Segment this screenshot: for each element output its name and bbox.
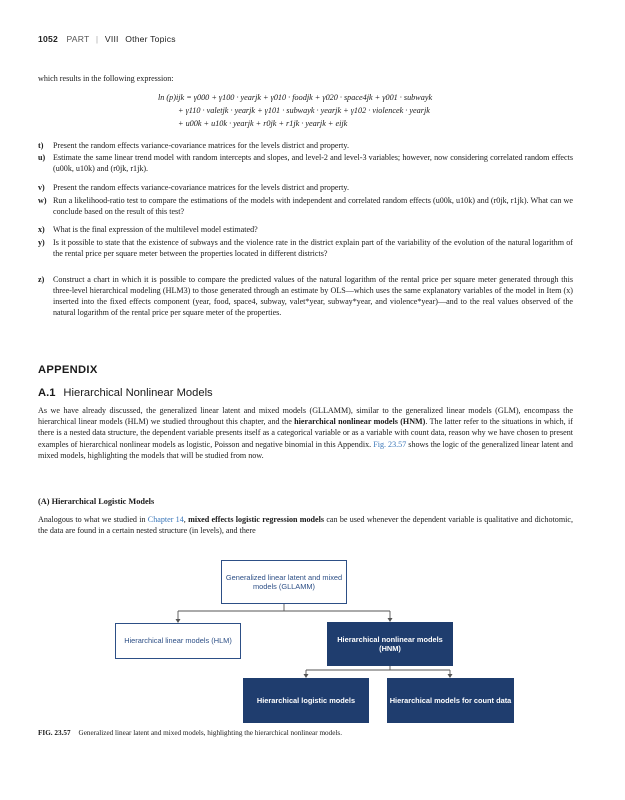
figure-caption (38, 729, 342, 737)
item-text: Run a likelihood-ratio test to compare the estimations of the models with independent and correlated random effects (u00k, u10k) and (r0jk, r1jk). What can we conclude based on the result of this test? (53, 196, 573, 216)
page-number: 1052 (38, 34, 58, 44)
para2-text-a: Analogous to what we studied in (38, 515, 148, 524)
caption-label: FIG. 23.57 (38, 729, 71, 737)
para2-text-b: , (183, 515, 189, 524)
item-text: What is the final expression of the multilevel model estimated? (53, 225, 258, 234)
header-separator: | (95, 34, 99, 44)
equation-line-1: ln (p)ijk = γ000 + γ100 · yearjk + γ010 · foodjk + γ020 · space4jk + γ001 · subwayk (158, 93, 433, 102)
item-label: y) (38, 238, 45, 247)
gllamm-box: Generalized linear latent and mixed models (GLLAMM) (221, 560, 347, 604)
part-title: Other Topics (125, 34, 176, 44)
para1-bold: hierarchical nonlinear models (HNM) (294, 417, 426, 427)
count-models-box: Hierarchical models for count data (387, 678, 514, 723)
caption-text: Generalized linear latent and mixed models, highlighting the hierarchical nonlinear models. (78, 729, 342, 737)
item-label: z) (38, 275, 45, 284)
logistic-models-box: Hierarchical logistic models (243, 678, 369, 723)
item-text: Estimate the same linear trend model with random intercepts and slopes, and level-2 and level-3 variables; however, now considering correlated random effects (u00k, u10k) and (r0jk, r1jk). (53, 153, 573, 173)
para2-bold: mixed effects logistic regression models (188, 515, 325, 524)
item-label: w) (38, 196, 47, 205)
figure-link[interactable]: Fig. 23.57 (373, 439, 407, 449)
appendix-heading: APPENDIX (38, 364, 98, 376)
para1-text-a: As we have already discussed, the generalized linear latent and mixed models (GLLAMM), similar to the generalized linear models (GLM), encompass the hierarchical linear models (HLM) we studied throughout this chapter, and the (38, 406, 573, 427)
equation-line-3: + u00k + u10k · yearjk + r0jk + r1jk · yearjk + eijk (178, 119, 348, 128)
section-number: A.1 (38, 387, 56, 399)
item-label: x) (38, 225, 45, 234)
part-roman: VIII (104, 34, 119, 44)
equation-line-2: + γ110 · valetjk · yearjk + γ101 · subwayk · yearjk + γ102 · violencek · yearjk (178, 106, 430, 115)
item-label: t) (38, 141, 44, 150)
intro-text: which results in the following expression: (38, 74, 174, 83)
item-text: Present the random effects variance-covariance matrices for the levels district and property. (53, 141, 349, 150)
hnm-box: Hierarchical nonlinear models (HNM) (327, 622, 453, 666)
item-text: Present the random effects variance-covariance matrices for the levels district and property. (53, 183, 349, 192)
chapter-link[interactable]: Chapter 14 (147, 515, 184, 524)
item-label: v) (38, 183, 45, 192)
part-label: PART (66, 34, 90, 44)
para1-text-c: shows the logic of the generalized linear latent and mixed models, highlighting the models that will be studied from now. (38, 439, 573, 460)
item-text: Is it possible to state that the existence of subways and the violence rate in the district explain part of the variability of the evolution of the natural logarithm of the rental price per square meter between the properties located in different districts? (53, 238, 573, 258)
section-title: Hierarchical Nonlinear Models (63, 387, 213, 399)
subsection-heading: (A) Hierarchical Logistic Models (38, 497, 155, 506)
item-text: Construct a chart in which it is possible to compare the predicted values of the natural logarithm of the rental price per square meter generated through this three-level hierarchical modeling (HLM3) to those generated through an estimate by OLS—which uses the same explanatory variables of the model in Item (x) inserted into the fixed effects component (year, food, space4, subway, valet*year, subway*year, and violence*year)—and to the real values observed of the natural logarithm of the rental price per square meter of the properties. (53, 275, 573, 317)
para1-text-b: . The latter refer to the situations in which, if there is a nested data structure, the dependent variable presents itself as a categorical variable or as a variable with count data, reason why we have chosen to present examples of hierarchical nonlinear models as logistic, Poisson and negative binomial in this Appendix. (38, 417, 573, 449)
para2-text-c: can be used whenever the dependent variable is qualitative and dichotomic, the data are found in a certain nested structure (in levels), and there (38, 515, 574, 536)
item-label: u) (38, 153, 46, 162)
hlm-box: Hierarchical linear models (HLM) (115, 623, 241, 659)
